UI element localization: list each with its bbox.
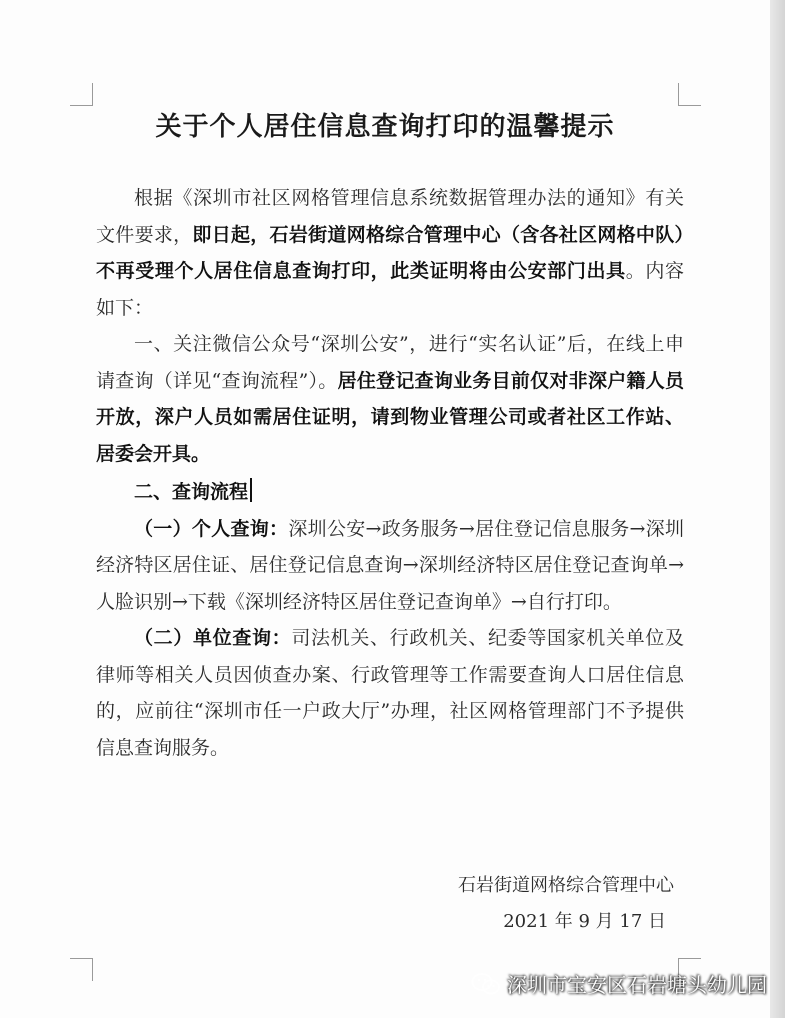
- document-body[interactable]: [96, 180, 684, 766]
- paragraph-personal-query: [96, 511, 684, 621]
- intro-text-end: 。内容如下：: [96, 260, 684, 319]
- paragraph-intro: [96, 180, 684, 326]
- wechat-icon: [471, 971, 501, 997]
- intro-bold-text: 即日起，石岩街道网格综合管理中心（含各社区网格中队）不再受理个人居住信息查询打印，此类证明将由公安部门出具: [96, 223, 684, 282]
- unit-query-text: 司法机关、行政机关、纪委等国家机关单位及律师等相关人员因侦查办案、行政管理等工作需要查询人口居住信息的，应前往“深圳市任一户政大厅”办理，社区网格管理部门不予提供信息查询服务。: [96, 627, 684, 759]
- document-title: 关于个人居住信息查询打印的温馨提示: [155, 112, 615, 142]
- margin-corner-top-left: [70, 83, 93, 106]
- signature-block: [458, 868, 674, 940]
- personal-query-label: （一）个人查询：: [134, 517, 289, 540]
- margin-corner-top-right: [678, 83, 701, 106]
- paragraph-section-1: [96, 326, 684, 472]
- paragraph-unit-query: [96, 620, 684, 766]
- signature-date: 2021 年 9 月 17 日: [503, 911, 666, 932]
- unit-query-label: （二）单位查询：: [134, 627, 292, 649]
- watermark-text: 深圳市宝安区石岩塘头幼儿园: [507, 975, 767, 997]
- margin-corner-bottom-left: [70, 958, 93, 981]
- section-1-text: 一、关注微信公众号“深圳公安”，进行“实名认证”后，在线上申请查询（详见“查询流程”）。: [96, 333, 684, 392]
- section-2-heading-text: 二、查询流程: [134, 481, 249, 503]
- section-2-heading: [96, 474, 684, 511]
- section-1-bold-text: 居住登记查询业务目前仅对非深户籍人员开放，深户人员如需居住证明，请到物业管理公司或者社区工作站、居委会开具。: [96, 369, 684, 465]
- signature-org: 石岩街道网格综合管理中心: [458, 875, 674, 896]
- personal-query-text: 深圳公安→政务服务→居住登记信息服务→深圳经济特区居住证、居住登记信息查询→深圳经济特区居住登记查询单→人脸识别→下载《深圳经济特区居住登记查询单》→自行打印。: [96, 517, 684, 613]
- page-edge-shadow: [770, 0, 785, 1018]
- intro-text: 根据《深圳市社区网格管理信息系统数据管理办法的通知》有关文件要求，: [96, 187, 684, 246]
- text-cursor: [250, 478, 252, 502]
- watermark: [471, 969, 767, 998]
